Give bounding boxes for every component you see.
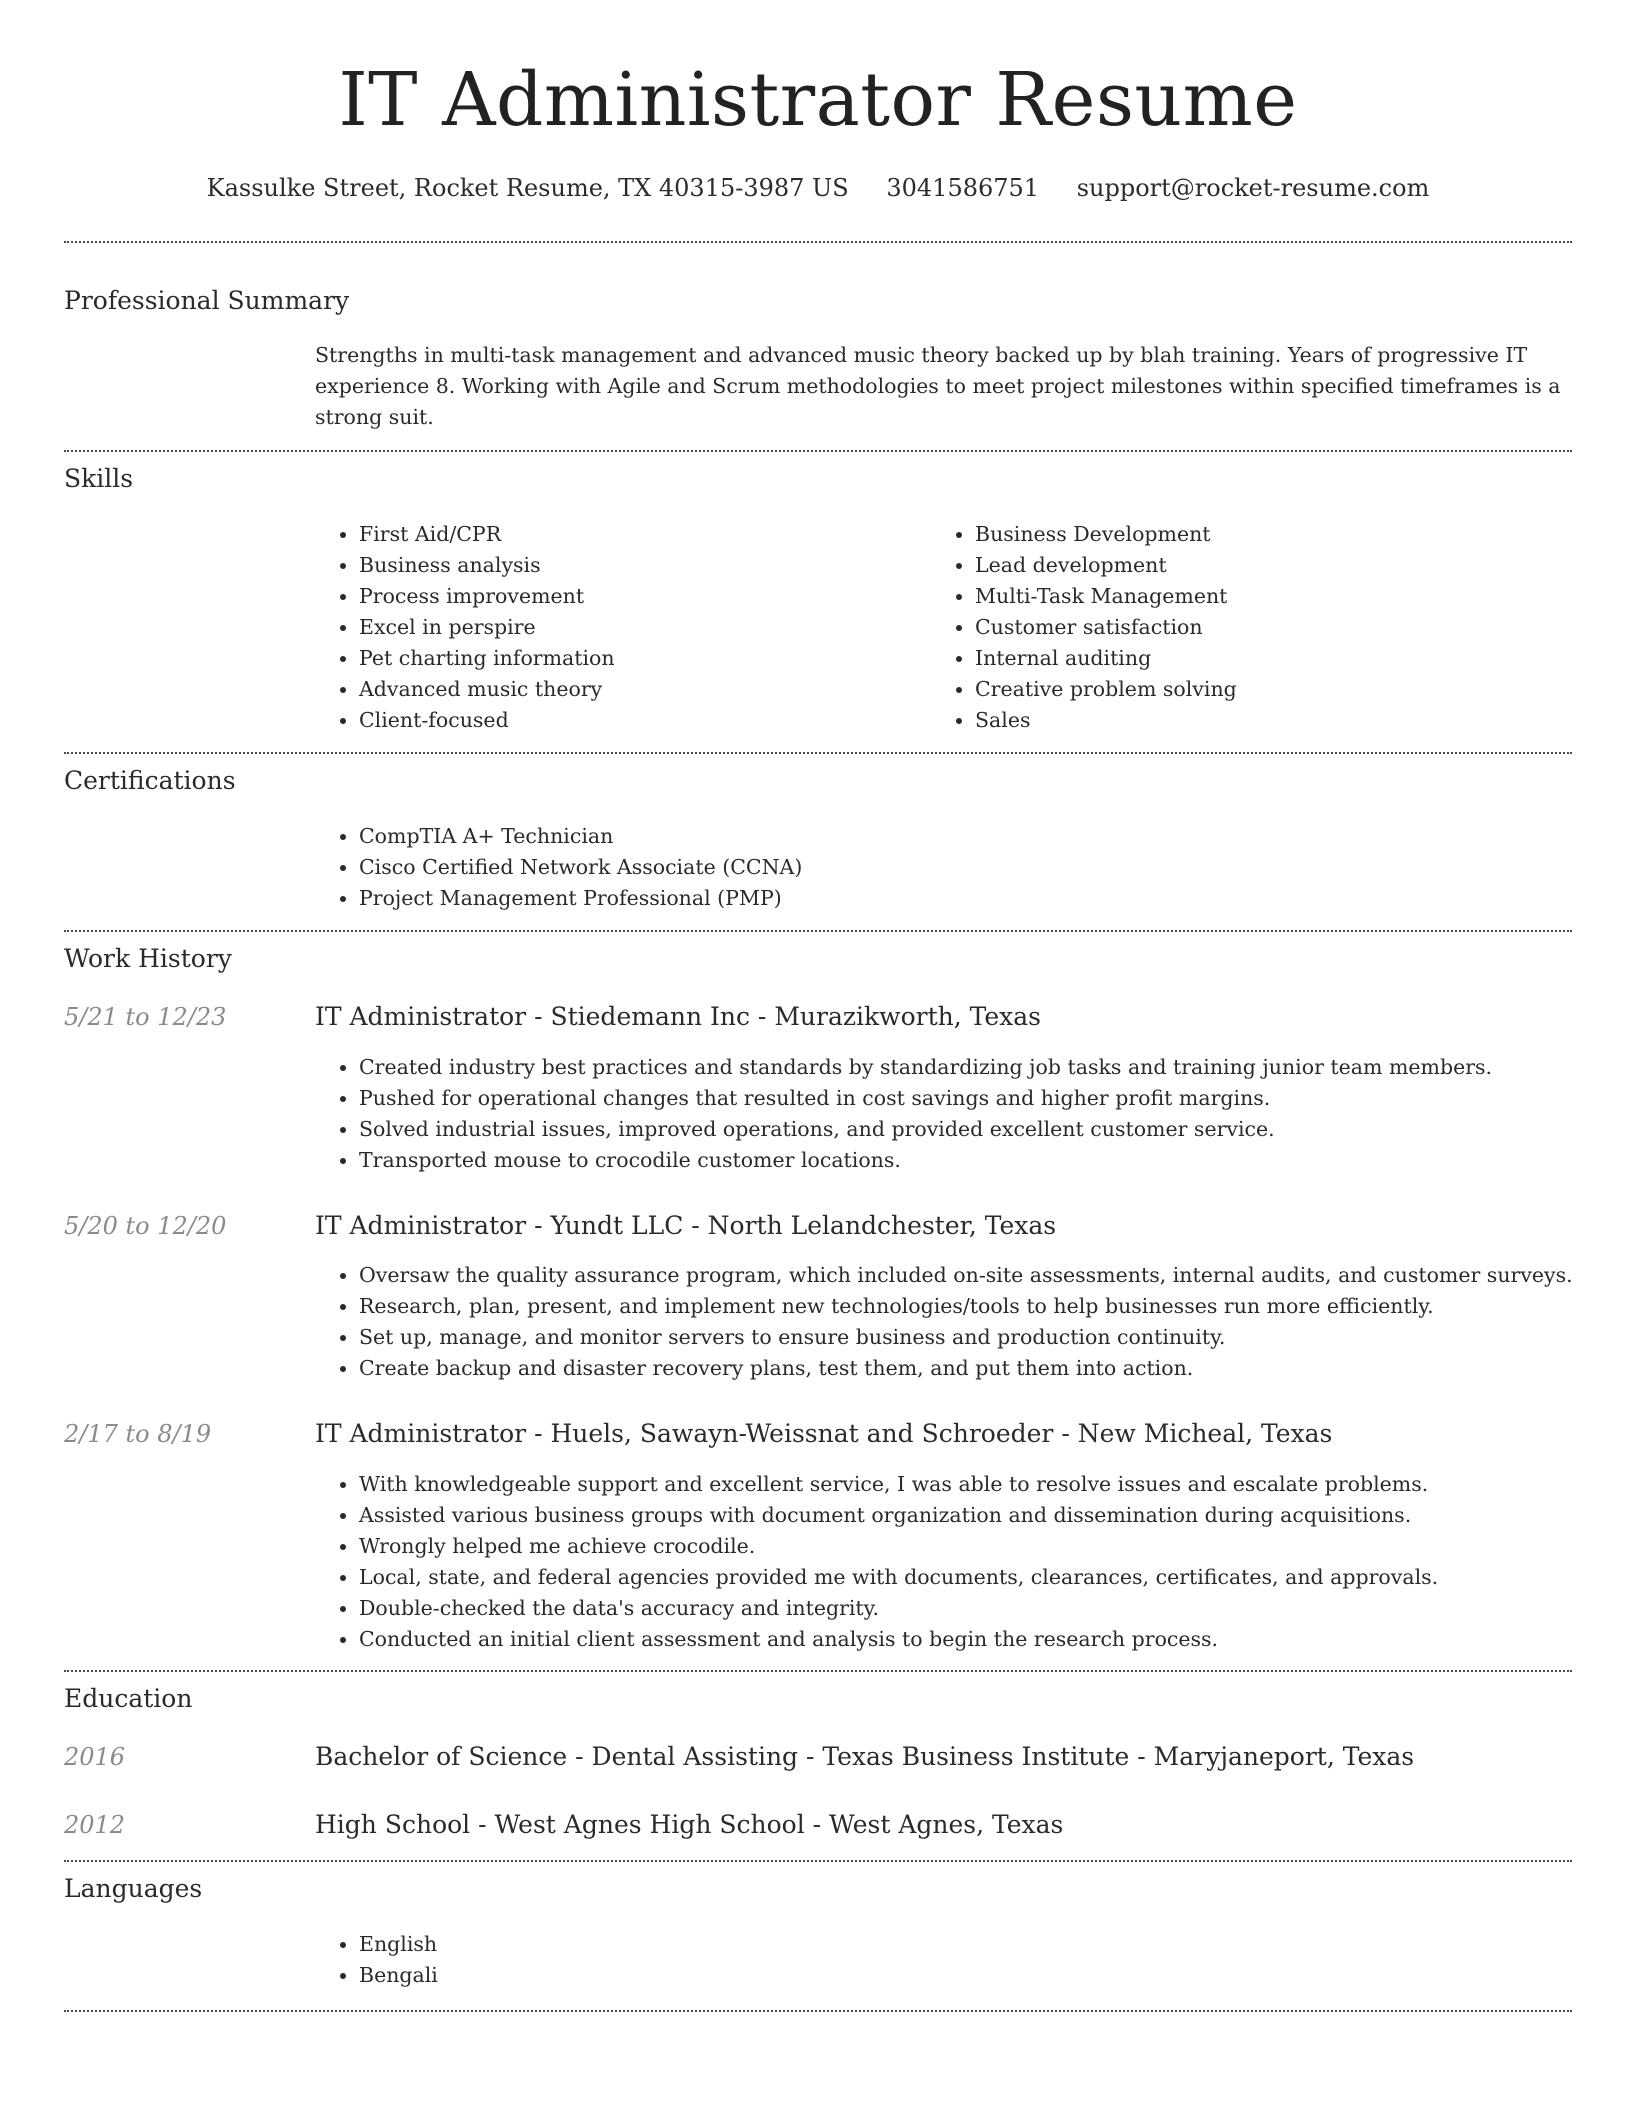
summary-heading: Professional Summary [64, 286, 350, 315]
list-item: • Cisco Certified Network Associate (CCNA) [359, 852, 1572, 883]
education-entry: High School - West Agnes High School - West Agnes, Texas [315, 1810, 1064, 1839]
list-item: • Solved industrial issues, improved operations, and provided excellent customer service. [359, 1114, 1572, 1145]
contact-email: support@rocket-resume.com [1076, 174, 1430, 202]
job-duties [315, 1469, 1572, 1655]
summary-text: Strengths in multi-task management and advanced music theory backed up by blah training. Years of progressive IT experience 8. Working with Agile and Scrum methodologies to meet project milestones within specified timeframes is a strong suit. [315, 343, 1561, 429]
contact-address: Kassulke Street, Rocket Resume, TX 40315-3987 US [206, 174, 849, 202]
section-divider [64, 241, 1572, 243]
section-divider [64, 1670, 1572, 1672]
list-item: • English [359, 1929, 1572, 1960]
list-item: • Excel in perspire [359, 612, 915, 643]
certifications-list [315, 821, 1572, 914]
job-duties [315, 1052, 1572, 1176]
education-entry: Bachelor of Science - Dental Assisting - Texas Business Institute - Maryjaneport, Texas [315, 1742, 1415, 1771]
list-item: • Oversaw the quality assurance program, which included on-site assessments, internal audits, and customer surveys. [359, 1260, 1572, 1291]
contact-line [64, 170, 1572, 206]
job-title: IT Administrator - Stiedemann Inc - Murazikworth, Texas [315, 1002, 1041, 1031]
education-year: 2016 [64, 1743, 126, 1771]
list-item: • CompTIA A+ Technician [359, 821, 1572, 852]
job-dates: 2/17 to 8/19 [64, 1420, 212, 1448]
list-item: • Pet charting information [359, 643, 915, 674]
list-item: • Customer satisfaction [975, 612, 1531, 643]
list-item: • Advanced music theory [359, 674, 915, 705]
skills-left-column [315, 519, 915, 736]
job-dates: 5/20 to 12/20 [64, 1212, 227, 1240]
list-item: • Process improvement [359, 581, 915, 612]
list-item: • Bengali [359, 1960, 1572, 1991]
list-item: • Client-focused [359, 705, 915, 736]
list-item: • Create backup and disaster recovery plans, test them, and put them into action. [359, 1353, 1572, 1384]
job-title: IT Administrator - Yundt LLC - North Lelandchester, Texas [315, 1211, 1057, 1240]
list-item: • Lead development [975, 550, 1531, 581]
list-item: • Wrongly helped me achieve crocodile. [359, 1531, 1572, 1562]
list-item: • Created industry best practices and standards by standardizing job tasks and training junior team members. [359, 1052, 1572, 1083]
languages-heading: Languages [64, 1874, 203, 1903]
section-divider [64, 752, 1572, 754]
list-item: • Business Development [975, 519, 1531, 550]
list-item: • With knowledgeable support and excellent service, I was able to resolve issues and escalate problems. [359, 1469, 1572, 1500]
list-item: • Internal auditing [975, 643, 1531, 674]
list-item: • Creative problem solving [975, 674, 1531, 705]
list-item: • Sales [975, 705, 1531, 736]
list-item: • Multi-Task Management [975, 581, 1531, 612]
education-year: 2012 [64, 1811, 126, 1839]
summary-body [315, 340, 1572, 433]
work-history-heading: Work History [64, 944, 232, 973]
languages-list [315, 1929, 1572, 1991]
resume-title: IT Administrator Resume [338, 57, 1298, 143]
list-item: • Local, state, and federal agencies provided me with documents, clearances, certificates, and approvals. [359, 1562, 1572, 1593]
list-item: • Research, plan, present, and implement new technologies/tools to help businesses run more efficiently. [359, 1291, 1572, 1322]
list-item: • Assisted various business groups with document organization and dissemination during acquisitions. [359, 1500, 1572, 1531]
list-item: • Set up, manage, and monitor servers to ensure business and production continuity. [359, 1322, 1572, 1353]
list-item: • Project Management Professional (PMP) [359, 883, 1572, 914]
list-item: • Transported mouse to crocodile customer locations. [359, 1145, 1572, 1176]
list-item: • Double-checked the data's accuracy and integrity. [359, 1593, 1572, 1624]
section-divider [64, 1860, 1572, 1862]
section-divider [64, 2010, 1572, 2012]
skills-heading: Skills [64, 464, 134, 493]
skills-right-column [931, 519, 1531, 736]
section-divider [64, 930, 1572, 932]
list-item: • Conducted an initial client assessment and analysis to begin the research process. [359, 1624, 1572, 1655]
job-title: IT Administrator - Huels, Sawayn-Weissnat and Schroeder - New Micheal, Texas [315, 1419, 1333, 1448]
section-divider [64, 450, 1572, 452]
list-item: • Business analysis [359, 550, 915, 581]
certifications-heading: Certifications [64, 766, 236, 795]
list-item: • First Aid/CPR [359, 519, 915, 550]
education-heading: Education [64, 1684, 193, 1713]
job-dates: 5/21 to 12/23 [64, 1003, 227, 1031]
contact-phone: 3041586751 [886, 174, 1040, 202]
job-duties [315, 1260, 1572, 1384]
list-item: • Pushed for operational changes that resulted in cost savings and higher profit margins. [359, 1083, 1572, 1114]
